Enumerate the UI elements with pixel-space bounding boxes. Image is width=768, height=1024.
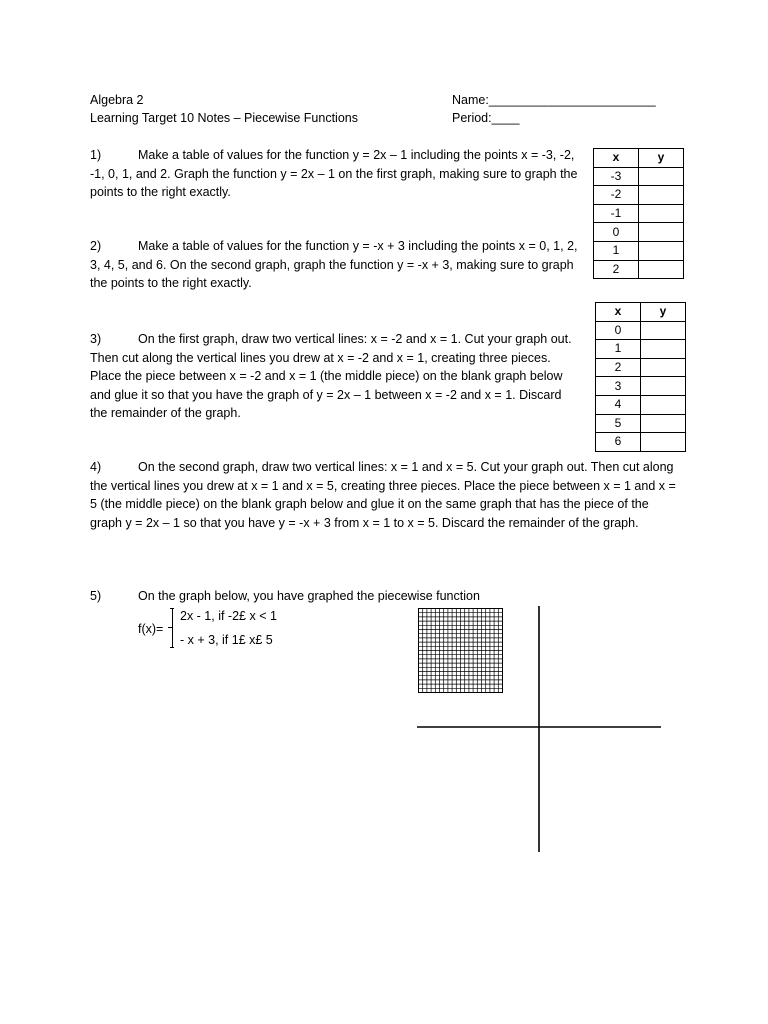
y-cell[interactable] <box>641 340 686 359</box>
table-row <box>596 377 686 396</box>
y-cell[interactable] <box>639 241 684 260</box>
x-cell: 0 <box>594 223 639 242</box>
question-number: 4) <box>90 460 102 474</box>
x-cell: 2 <box>594 260 639 279</box>
x-cell: 6 <box>596 433 641 452</box>
y-cell[interactable] <box>641 414 686 433</box>
x-cell: 4 <box>596 395 641 414</box>
table-row <box>596 358 686 377</box>
piece-1: 2x - 1, if -2£ x < 1 <box>180 609 277 623</box>
piece-2: - x + 3, if 1£ x£ 5 <box>180 633 273 647</box>
name-field[interactable]: Name:________________________ <box>452 93 656 107</box>
column-header-y: y <box>641 303 686 322</box>
table-row <box>596 414 686 433</box>
table-row <box>596 321 686 340</box>
question-text: On the second graph, draw two vertical lines: x = 1 and x = 5. Cut your graph out. Then cut along the vertical lines you drew at x = 1 and x = 5, creating three pieces. Place the piece between x = 1 and x = 5 (the middle piece) on the blank graph below and glue it on the same graph that has the piece of the graph y = 2x – 1 so that you have y = -x + 3 from x = 1 to x = 5. Discard the remainder of the graph. <box>90 460 676 530</box>
question-number: 1) <box>90 148 102 162</box>
question-text: Make a table of values for the function y = 2x – 1 including the points x = -3, -2, -1, 0, 1, and 2. Graph the function y = 2x – 1 on the first graph, making sure to graph the points to the right exactly. <box>90 148 578 199</box>
table-of-values-1 <box>593 148 684 279</box>
y-cell[interactable] <box>639 186 684 205</box>
x-cell: -3 <box>594 167 639 186</box>
x-cell: -1 <box>594 204 639 223</box>
course-title: Algebra 2 <box>90 93 144 107</box>
question-2 <box>90 237 582 293</box>
function-label: f(x)= <box>138 622 164 636</box>
question-4 <box>90 458 676 532</box>
table-row <box>594 223 684 242</box>
question-number: 5) <box>90 589 102 603</box>
table-header-row <box>596 303 686 322</box>
x-cell: 1 <box>594 241 639 260</box>
y-cell[interactable] <box>639 167 684 186</box>
question-text: On the graph below, you have graphed the piecewise function <box>138 589 480 603</box>
piecewise-brace-tip <box>168 627 173 628</box>
piecewise-brace <box>172 608 179 648</box>
x-cell: 3 <box>596 377 641 396</box>
blank-axes-graph[interactable] <box>417 606 663 854</box>
x-cell: 2 <box>596 358 641 377</box>
column-header-x: x <box>596 303 641 322</box>
x-cell: 5 <box>596 414 641 433</box>
table-row <box>594 186 684 205</box>
table-row <box>594 260 684 279</box>
period-field[interactable]: Period:____ <box>452 111 520 125</box>
question-3 <box>90 330 582 423</box>
worksheet-title: Learning Target 10 Notes – Piecewise Functions <box>90 111 358 125</box>
table-row <box>596 340 686 359</box>
y-cell[interactable] <box>641 358 686 377</box>
table-row <box>594 241 684 260</box>
y-cell[interactable] <box>639 260 684 279</box>
table-header-row <box>594 149 684 168</box>
table-row <box>594 167 684 186</box>
question-5 <box>90 587 582 606</box>
question-number: 3) <box>90 332 102 346</box>
column-header-y: y <box>639 149 684 168</box>
question-1 <box>90 146 582 202</box>
table-row <box>594 204 684 223</box>
x-cell: 0 <box>596 321 641 340</box>
table-row <box>596 395 686 414</box>
column-header-x: x <box>594 149 639 168</box>
question-text: Make a table of values for the function y = -x + 3 including the points x = 0, 1, 2, 3, 4, 5, and 6. On the second graph, graph the function y = -x + 3, making sure to graph the points to the right exactly. <box>90 239 578 290</box>
question-text: On the first graph, draw two vertical lines: x = -2 and x = 1. Cut your graph out. Then cut along the vertical lines you drew at x = -2 and x = 1, creating three pieces. Place the piece between x = -2 and x = 1 (the middle piece) on the blank graph below and glue it so that you have the graph of y = 2x – 1 between x = -2 and x = 1. Discard the remainder of the graph. <box>90 332 572 420</box>
x-cell: 1 <box>596 340 641 359</box>
question-number: 2) <box>90 239 102 253</box>
y-cell[interactable] <box>641 433 686 452</box>
y-cell[interactable] <box>641 321 686 340</box>
y-cell[interactable] <box>639 223 684 242</box>
y-cell[interactable] <box>639 204 684 223</box>
x-cell: -2 <box>594 186 639 205</box>
y-cell[interactable] <box>641 377 686 396</box>
y-cell[interactable] <box>641 395 686 414</box>
table-row <box>596 433 686 452</box>
table-of-values-2 <box>595 302 686 452</box>
